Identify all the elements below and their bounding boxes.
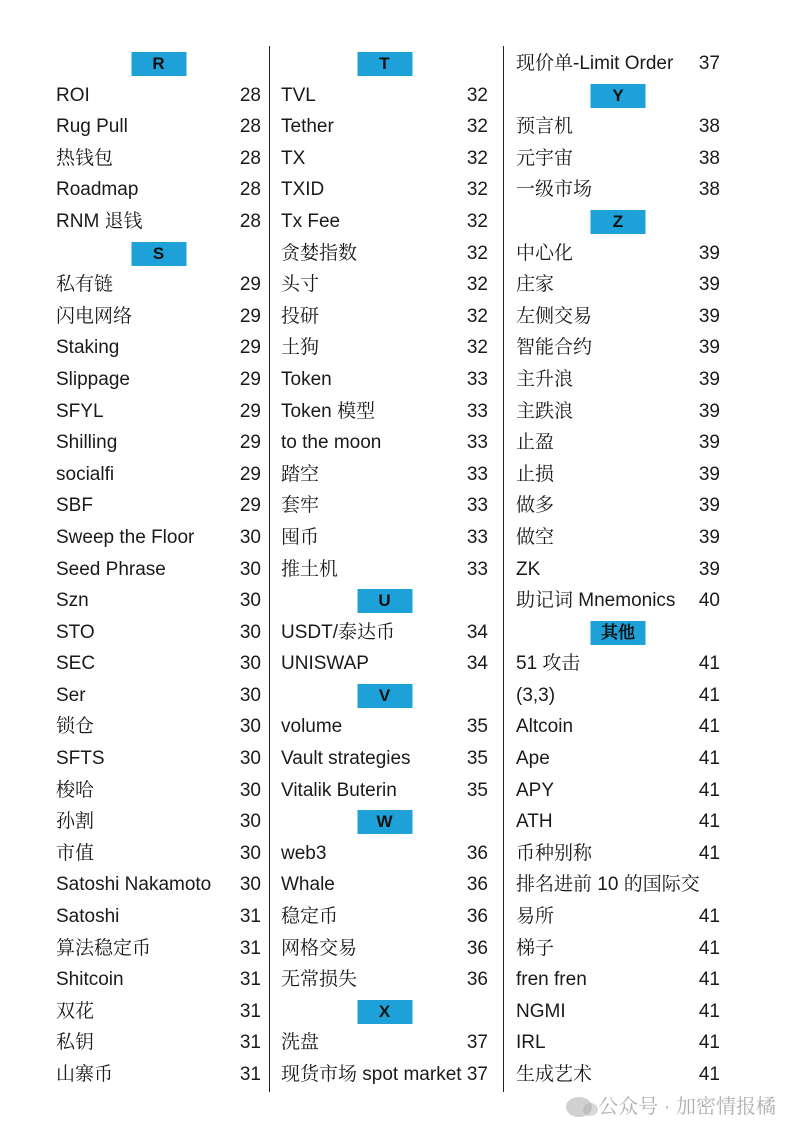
- section-letter-badge: R: [131, 52, 186, 76]
- index-term: Seed Phrase: [56, 558, 166, 580]
- index-entry: [516, 933, 720, 965]
- index-entry: [516, 490, 720, 522]
- page-number: 30: [239, 684, 261, 706]
- index-term: 中心化: [516, 242, 574, 264]
- section-letter-badge: T: [357, 52, 412, 76]
- page-number: 30: [239, 779, 261, 801]
- index-entry: [56, 490, 261, 522]
- index-term: 套牢: [281, 495, 320, 517]
- index-term: 市值: [56, 842, 95, 864]
- page-number: 29: [239, 274, 261, 296]
- section-header: [281, 585, 488, 617]
- page-number: 30: [239, 526, 261, 548]
- index-entry: [281, 111, 488, 143]
- index-entry: [281, 396, 488, 428]
- index-entry: [56, 585, 261, 617]
- page-number: 37: [466, 1064, 488, 1085]
- index-entry: [281, 933, 488, 965]
- index-term: ZK: [516, 558, 541, 580]
- index-term: Ape: [516, 748, 550, 770]
- page-number: 41: [698, 748, 720, 770]
- index-entry: [516, 1059, 720, 1091]
- page-number: 33: [466, 432, 488, 454]
- index-entry: [56, 269, 261, 301]
- page-number: 41: [698, 684, 720, 706]
- page-number: 41: [698, 1000, 720, 1022]
- index-term: SBF: [56, 495, 93, 517]
- index-entry: [516, 806, 720, 838]
- index-term: Vitalik Buterin: [281, 779, 397, 801]
- page-number: 30: [239, 748, 261, 770]
- page-number: 30: [239, 590, 261, 612]
- page-number: 29: [239, 337, 261, 359]
- page-number: 28: [239, 116, 261, 138]
- index-term: 无常损失: [281, 969, 358, 991]
- index-entry: [56, 806, 261, 838]
- index-term: 洗盘: [281, 1032, 320, 1054]
- index-entry: [281, 554, 488, 586]
- index-term: SFTS: [56, 748, 105, 770]
- index-term: Shitcoin: [56, 969, 124, 991]
- index-term: 网格交易: [281, 937, 358, 959]
- index-entry: [281, 459, 488, 491]
- index-entry: [56, 1059, 261, 1091]
- index-term: 闪电网络: [56, 305, 133, 327]
- page-number: 39: [698, 274, 720, 296]
- index-term: 算法稳定币: [56, 937, 152, 959]
- page-number: 33: [466, 463, 488, 485]
- page-number: 30: [239, 842, 261, 864]
- page-number: 37: [466, 1032, 488, 1054]
- section-letter-badge: U: [357, 589, 412, 613]
- index-term: 土狗: [281, 337, 320, 359]
- index-entry: [281, 174, 488, 206]
- index-entry: [516, 332, 720, 364]
- index-entry: [56, 996, 261, 1028]
- page-number: 28: [239, 147, 261, 169]
- page-number: 32: [466, 147, 488, 169]
- index-entry: [56, 680, 261, 712]
- page-number: 41: [698, 811, 720, 833]
- page-number: 38: [698, 147, 720, 169]
- index-entry: [516, 48, 720, 80]
- page-number: 31: [239, 1032, 261, 1054]
- index-entry: [281, 332, 488, 364]
- index-entry: [516, 869, 720, 901]
- index-term: SFYL: [56, 400, 104, 422]
- index-entry: [56, 617, 261, 649]
- index-term: socialfi: [56, 463, 115, 485]
- page-number: 33: [466, 495, 488, 517]
- index-entry: [56, 901, 261, 933]
- page-number: 32: [466, 84, 488, 106]
- index-term: 贪婪指数: [281, 242, 358, 264]
- index-term: STO: [56, 621, 95, 643]
- index-term: Token: [281, 368, 332, 390]
- index-term: 头寸: [281, 274, 320, 296]
- index-term: Tx Fee: [281, 210, 341, 232]
- index-entry: [56, 1027, 261, 1059]
- page-number: 39: [698, 305, 720, 327]
- index-term: Satoshi Nakamoto: [56, 874, 212, 896]
- page-number: 41: [698, 779, 720, 801]
- index-entry: [56, 648, 261, 680]
- index-entry: [516, 364, 720, 396]
- index-term: 庄家: [516, 274, 555, 296]
- index-term: 做多: [516, 495, 555, 517]
- page-number: 32: [466, 305, 488, 327]
- page-number: 41: [698, 1032, 720, 1054]
- index-term: 做空: [516, 526, 555, 548]
- index-term: 双花: [56, 1000, 95, 1022]
- index-term: 主升浪: [516, 368, 574, 390]
- index-entry: [56, 396, 261, 428]
- index-entry: [516, 996, 720, 1028]
- page-number: 32: [466, 116, 488, 138]
- page-number: 36: [466, 874, 488, 896]
- index-term: fren fren: [516, 969, 587, 991]
- index-entry: [56, 427, 261, 459]
- index-term: 私钥: [56, 1032, 95, 1054]
- page-number: 35: [466, 716, 488, 738]
- index-term: 梭哈: [56, 779, 95, 801]
- page-number: 29: [239, 400, 261, 422]
- index-entry: [56, 933, 261, 965]
- index-term: Szn: [56, 590, 89, 612]
- page-number: 30: [239, 558, 261, 580]
- index-entry: [516, 585, 720, 617]
- page-number: 30: [239, 653, 261, 675]
- page-number: 33: [466, 526, 488, 548]
- page-number: 35: [466, 748, 488, 770]
- index-entry: [516, 838, 720, 870]
- index-entry: [56, 869, 261, 901]
- index-entry: [281, 648, 488, 680]
- index-entry: [281, 743, 488, 775]
- page-number: 39: [698, 368, 720, 390]
- index-term: 稳定币: [281, 906, 339, 928]
- section-letter-badge: V: [357, 684, 412, 708]
- index-term: 一级市场: [516, 179, 593, 201]
- page-number: 32: [466, 210, 488, 232]
- index-term: Vault strategies: [281, 748, 411, 770]
- page-number: 31: [239, 906, 261, 928]
- index-entry: [516, 743, 720, 775]
- index-entry: [516, 301, 720, 333]
- index-term: SEC: [56, 653, 96, 675]
- index-term: 智能合约: [516, 337, 593, 359]
- index-term: Shilling: [56, 432, 118, 454]
- index-term: 现货市场 spot market: [281, 1064, 462, 1085]
- index-term: 生成艺术: [516, 1064, 593, 1085]
- index-entry: [56, 743, 261, 775]
- page-number: 32: [466, 179, 488, 201]
- page-number: 29: [239, 432, 261, 454]
- index-entry: [281, 869, 488, 901]
- index-term: volume: [281, 716, 343, 738]
- page-number: 41: [698, 842, 720, 864]
- index-entry: [281, 364, 488, 396]
- page-number: 32: [466, 274, 488, 296]
- column-divider: [503, 46, 504, 1092]
- index-term: NGMI: [516, 1000, 566, 1022]
- section-header: [281, 806, 488, 838]
- index-entry: [281, 301, 488, 333]
- section-letter-badge: 其他: [591, 621, 646, 645]
- index-term: 币种别称: [516, 842, 593, 864]
- page-number: 31: [239, 969, 261, 991]
- index-term: 私有链: [56, 274, 114, 296]
- index-entry: [56, 301, 261, 333]
- index-term: to the moon: [281, 432, 382, 454]
- index-term: 左侧交易: [516, 305, 593, 327]
- index-entry: [516, 111, 720, 143]
- index-column-1: [56, 48, 261, 1091]
- index-column-3: [516, 48, 720, 1091]
- index-term: TX: [281, 147, 306, 169]
- index-term: USDT/泰达币: [281, 621, 396, 643]
- page-number: 39: [698, 242, 720, 264]
- page-number: 36: [466, 906, 488, 928]
- index-term: Satoshi: [56, 906, 120, 928]
- index-entry: [281, 522, 488, 554]
- index-entry: [281, 711, 488, 743]
- index-entry: [281, 901, 488, 933]
- index-entry: [516, 901, 720, 933]
- index-entry: [516, 522, 720, 554]
- index-term: 元宇宙: [516, 147, 574, 169]
- index-term: IRL: [516, 1032, 546, 1054]
- index-term: TXID: [281, 179, 325, 201]
- index-entry: [516, 143, 720, 175]
- index-entry: [56, 206, 261, 238]
- index-term: 现价单-Limit Order: [516, 53, 674, 74]
- index-entry: [516, 775, 720, 807]
- index-term: 止损: [516, 463, 555, 485]
- index-entry: [516, 269, 720, 301]
- page-number: 29: [239, 305, 261, 327]
- section-header: [56, 238, 261, 270]
- index-entry: [281, 490, 488, 522]
- page-number: 29: [239, 495, 261, 517]
- index-term: RNM 退钱: [56, 210, 143, 232]
- index-entry: [516, 554, 720, 586]
- page-number: 34: [466, 653, 488, 675]
- index-term: 孙割: [56, 811, 95, 833]
- index-term: 山寨币: [56, 1064, 114, 1085]
- index-term: 51 攻击: [516, 653, 581, 675]
- index-entry: [516, 238, 720, 270]
- page-number: 33: [466, 400, 488, 422]
- index-entry: [56, 522, 261, 554]
- index-term: Altcoin: [516, 716, 574, 738]
- section-header: [281, 680, 488, 712]
- index-term: 主跌浪: [516, 400, 574, 422]
- index-term: Whale: [281, 874, 335, 896]
- section-header: [56, 48, 261, 80]
- section-header: [281, 996, 488, 1028]
- index-term: UNISWAP: [281, 653, 369, 675]
- index-term: Staking: [56, 337, 120, 359]
- index-term: Rug Pull: [56, 116, 128, 138]
- index-entry: [281, 1059, 488, 1091]
- index-entry: [56, 80, 261, 112]
- index-entry: [516, 174, 720, 206]
- index-entry: [56, 554, 261, 586]
- page-number: 36: [466, 969, 488, 991]
- section-letter-badge: Y: [591, 84, 646, 108]
- index-entry: [516, 964, 720, 996]
- index-term: Roadmap: [56, 179, 139, 201]
- page-number: 31: [239, 1064, 261, 1085]
- page-number: 30: [239, 621, 261, 643]
- index-entry: [56, 964, 261, 996]
- index-term: 踏空: [281, 463, 320, 485]
- index-term: Slippage: [56, 368, 130, 390]
- index-entry: [56, 332, 261, 364]
- page-number: 39: [698, 400, 720, 422]
- watermark-text: 公众号 · 加密情报橘: [598, 1096, 776, 1118]
- page-number: 28: [239, 210, 261, 232]
- index-entry: [281, 617, 488, 649]
- page-number: 30: [239, 874, 261, 896]
- page-number: 41: [698, 716, 720, 738]
- index-term: TVL: [281, 84, 316, 106]
- index-entry: [516, 680, 720, 712]
- page-number: 36: [466, 842, 488, 864]
- section-header: [281, 48, 488, 80]
- page-number: 38: [698, 179, 720, 201]
- index-entry: [281, 838, 488, 870]
- index-entry: [56, 838, 261, 870]
- index-column-2: [281, 48, 488, 1091]
- page-number: 41: [698, 906, 720, 928]
- index-term: 易所: [516, 906, 555, 928]
- index-term: 推土机: [281, 558, 339, 580]
- index-entry: [516, 1027, 720, 1059]
- index-entry: [516, 427, 720, 459]
- page-number: 34: [466, 621, 488, 643]
- page-number: 29: [239, 368, 261, 390]
- page-number: 29: [239, 463, 261, 485]
- index-entry: [281, 206, 488, 238]
- column-divider: [269, 46, 270, 1092]
- wechat-icon: [566, 1097, 592, 1117]
- index-term: 排名进前 10 的国际交: [516, 874, 700, 896]
- section-header: [516, 80, 720, 112]
- index-entry: [281, 775, 488, 807]
- section-letter-badge: W: [357, 810, 412, 834]
- page-number: 38: [698, 116, 720, 138]
- index-entry: [56, 459, 261, 491]
- page-number: 39: [698, 558, 720, 580]
- index-entry: [281, 238, 488, 270]
- index-term: ROI: [56, 84, 90, 106]
- index-term: 锁仓: [56, 716, 95, 738]
- index-entry: [56, 775, 261, 807]
- index-entry: [281, 427, 488, 459]
- index-entry: [56, 111, 261, 143]
- index-entry: [56, 174, 261, 206]
- page-number: 39: [698, 495, 720, 517]
- page-number: 28: [239, 84, 261, 106]
- index-term: ATH: [516, 811, 553, 833]
- index-entry: [281, 964, 488, 996]
- index-entry: [281, 269, 488, 301]
- page-number: 39: [698, 526, 720, 548]
- index-entry: [516, 396, 720, 428]
- index-term: 预言机: [516, 116, 574, 138]
- index-entry: [516, 711, 720, 743]
- watermark: [566, 1089, 776, 1125]
- index-entry: [281, 143, 488, 175]
- index-entry: [56, 143, 261, 175]
- page-number: 39: [698, 432, 720, 454]
- index-entry: [281, 80, 488, 112]
- page-number: 33: [466, 368, 488, 390]
- index-entry: [516, 459, 720, 491]
- index-entry: [56, 711, 261, 743]
- page-number: 28: [239, 179, 261, 201]
- index-term: 助记词 Mnemonics: [516, 590, 676, 612]
- page-number: 31: [239, 1000, 261, 1022]
- page-number: 32: [466, 242, 488, 264]
- page-number: 32: [466, 337, 488, 359]
- index-term: 囤币: [281, 526, 320, 548]
- page-number: 41: [698, 937, 720, 959]
- page-number: 33: [466, 558, 488, 580]
- index-entry: [281, 1027, 488, 1059]
- page-number: 30: [239, 716, 261, 738]
- index-entry: [56, 364, 261, 396]
- index-term: APY: [516, 779, 555, 801]
- page-number: 31: [239, 937, 261, 959]
- page-number: 36: [466, 937, 488, 959]
- page-number: 39: [698, 463, 720, 485]
- section-letter-badge: Z: [591, 210, 646, 234]
- page-number: 41: [698, 1064, 720, 1085]
- index-term: web3: [281, 842, 327, 864]
- index-term: Ser: [56, 684, 86, 706]
- index-term: (3,3): [516, 684, 556, 706]
- section-letter-badge: X: [357, 1000, 412, 1024]
- page-number: 41: [698, 653, 720, 675]
- section-letter-badge: S: [131, 242, 186, 266]
- page-number: 30: [239, 811, 261, 833]
- page-number: 35: [466, 779, 488, 801]
- section-header: [516, 617, 720, 649]
- page-number: 41: [698, 969, 720, 991]
- section-header: [516, 206, 720, 238]
- index-entry: [516, 648, 720, 680]
- page-number: 37: [698, 53, 720, 74]
- page-number: 40: [698, 590, 720, 612]
- index-term: 投研: [281, 305, 320, 327]
- index-term: 热钱包: [56, 147, 114, 169]
- index-term: 止盈: [516, 432, 555, 454]
- index-term: 梯子: [516, 937, 555, 959]
- index-term: Tether: [281, 116, 334, 138]
- index-term: Sweep the Floor: [56, 526, 195, 548]
- index-term: Token 模型: [281, 400, 375, 422]
- page-number: 39: [698, 337, 720, 359]
